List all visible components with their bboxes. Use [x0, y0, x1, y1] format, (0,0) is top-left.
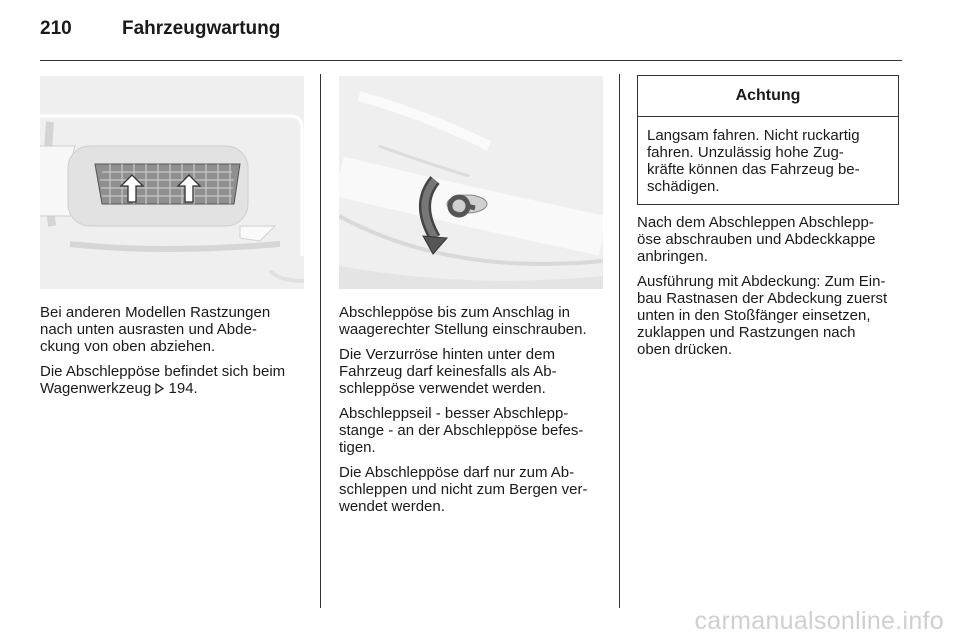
text-line: Abschleppseil - besser Abschlepp- — [339, 405, 569, 422]
warning-box — [637, 75, 899, 205]
page-header — [40, 18, 280, 40]
paragraph — [40, 304, 310, 355]
text-line: ckung von oben abziehen. — [40, 338, 216, 355]
text-line: oben drücken. — [637, 341, 733, 358]
text-line: waagerechter Stellung einschrauben. — [339, 321, 587, 338]
text-line — [40, 380, 310, 397]
paragraph — [40, 363, 310, 397]
text-line: Fahrzeug darf keinesfalls als Ab- — [339, 363, 557, 380]
text-fragment: Wagenwerkzeug — [40, 380, 156, 397]
text-line: Bei anderen Modellen Rastzungen — [40, 304, 271, 321]
text-line: zuklappen und Rastzungen nach — [637, 324, 856, 341]
bumper-cover-illustration — [40, 76, 304, 289]
text-line: schleppöse verwendet werden. — [339, 380, 546, 397]
column-divider-1 — [320, 74, 321, 608]
text-line: wendet werden. — [339, 498, 445, 515]
column-2-text — [339, 304, 614, 523]
text-line: bau Rastnasen der Abdeckung zuerst — [637, 290, 888, 307]
text-line: nach unten ausrasten und Abde- — [40, 321, 257, 338]
text-line: anbringen. — [637, 248, 708, 265]
text-line: Die Abschleppöse darf nur zum Ab- — [339, 464, 575, 481]
text-line: tigen. — [339, 439, 376, 456]
column-3-text — [637, 214, 907, 366]
text-line: kräfte können das Fahrzeug be- — [647, 161, 860, 178]
paragraph — [339, 405, 614, 456]
paragraph — [637, 273, 907, 358]
text-line: unten in den Stoßfänger einsetzen, — [637, 307, 871, 324]
page-number: 210 — [40, 18, 72, 39]
triangle-reference-icon — [155, 383, 164, 394]
page-reference[interactable]: 194. — [168, 380, 198, 397]
column-divider-2 — [619, 74, 620, 608]
text-line: Die Abschleppöse befindet sich beim — [40, 363, 286, 380]
text-line: Abschleppöse bis zum Anschlag in — [339, 304, 570, 321]
paragraph — [637, 214, 907, 265]
watermark: carmanualsonline.info — [694, 607, 944, 635]
text-line: schädigen. — [647, 178, 720, 195]
text-line: Die Verzurröse hinten unter dem — [339, 346, 555, 363]
paragraph — [339, 346, 614, 397]
column-1-text — [40, 304, 310, 405]
text-line: fahren. Unzulässig hohe Zug- — [647, 144, 844, 161]
text-line: schleppen und nicht zum Bergen ver- — [339, 481, 588, 498]
header-rule — [40, 60, 902, 61]
paragraph — [339, 304, 614, 338]
text-line: stange - an der Abschleppöse befes- — [339, 422, 584, 439]
towing-eye-illustration — [339, 76, 603, 289]
paragraph — [339, 464, 614, 515]
text-line: Nach dem Abschleppen Abschlepp- — [637, 214, 874, 231]
text-line: öse abschrauben und Abdeckkappe — [637, 231, 876, 248]
warning-title: Achtung — [638, 76, 898, 117]
text-line: Ausführung mit Abdeckung: Zum Ein- — [637, 273, 886, 290]
page-title: Fahrzeugwartung — [122, 18, 281, 39]
warning-body — [638, 117, 898, 195]
text-line: Langsam fahren. Nicht ruckartig — [647, 127, 860, 144]
